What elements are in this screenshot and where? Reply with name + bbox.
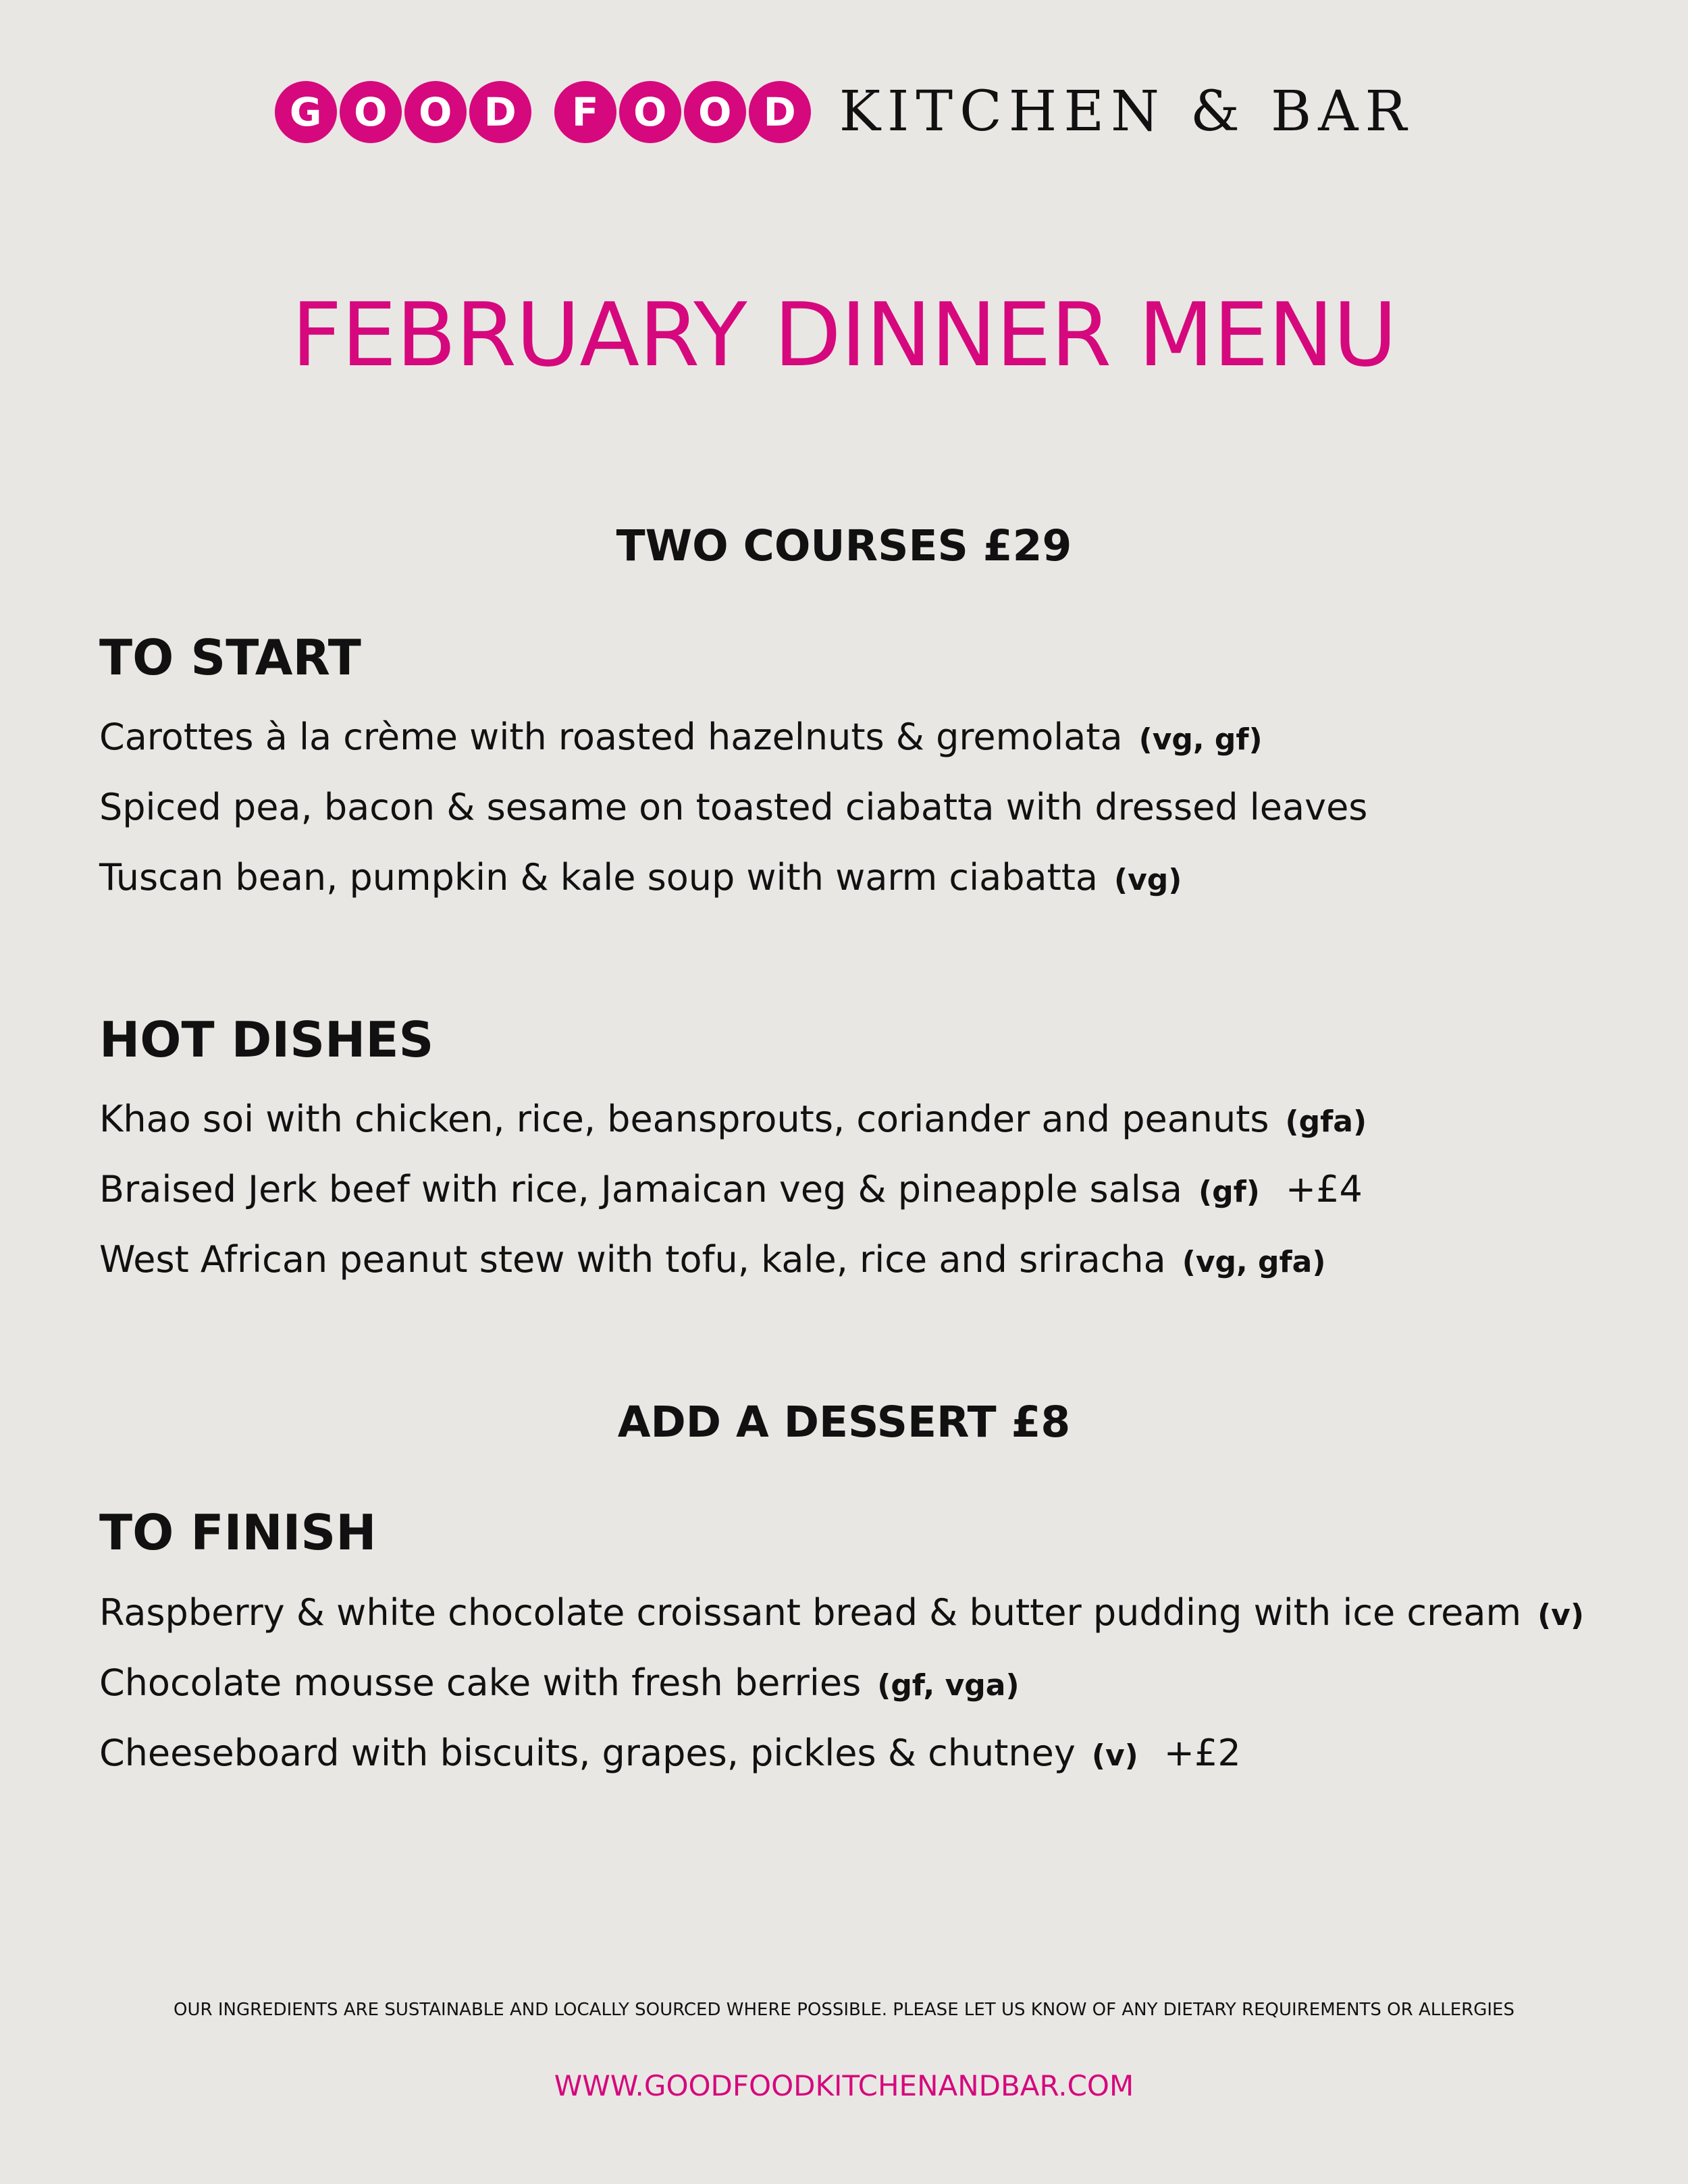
logo-disc: O xyxy=(684,81,746,143)
dietary-tag: (vg) xyxy=(1114,863,1182,897)
menu-item-name: Chocolate mousse cake with fresh berries xyxy=(99,1661,862,1704)
dietary-tag: (gf, vga) xyxy=(877,1668,1020,1703)
section-heading-hot: HOT DISHES xyxy=(99,1011,434,1068)
logo-disc: O xyxy=(619,81,681,143)
website-link[interactable]: WWW.GOODFOODKITCHENANDBAR.COM xyxy=(554,2069,1134,2102)
dietary-tag: (vg, gf) xyxy=(1138,722,1263,757)
logo-word-good xyxy=(275,81,534,143)
logo-subtitle: KITCHEN & BAR xyxy=(839,80,1414,144)
dessert-price: ADD A DESSERT £8 xyxy=(617,1397,1071,1447)
dietary-tag: (gfa) xyxy=(1285,1104,1367,1139)
page-title: FEBRUARY DINNER MENU xyxy=(291,284,1397,386)
logo-disc: O xyxy=(340,81,402,143)
menu-item xyxy=(99,1168,1363,1210)
section-heading-finish: TO FINISH xyxy=(99,1504,377,1561)
dietary-tag: (vg, gfa) xyxy=(1182,1245,1326,1279)
menu-item-name: Raspberry & white chocolate croissant bread & butter pudding with ice cream xyxy=(99,1591,1522,1634)
logo-disc: D xyxy=(469,81,531,143)
supplement-price: +£4 xyxy=(1285,1168,1363,1210)
logo-disc: G xyxy=(275,81,337,143)
logo-disc: F xyxy=(554,81,616,143)
logo-word-food xyxy=(554,81,814,143)
dietary-tag: (gf) xyxy=(1198,1175,1260,1209)
supplement-price: +£2 xyxy=(1163,1732,1241,1774)
sourcing-note: OUR INGREDIENTS ARE SUSTAINABLE AND LOCALLY SOURCED WHERE POSSIBLE. PLEASE LET US KNOW OF ANY DIETARY REQUIREMENTS OR ALLERGIES xyxy=(174,2000,1514,2020)
two-courses-price: TWO COURSES £29 xyxy=(616,521,1072,570)
menu-item-name: Cheeseboard with biscuits, grapes, pickles & chutney xyxy=(99,1732,1076,1774)
menu-item-name: Braised Jerk beef with rice, Jamaican veg & pineapple salsa xyxy=(99,1168,1182,1210)
menu-item xyxy=(99,1098,1367,1140)
logo-disc: D xyxy=(749,81,811,143)
menu-item-name: Carottes à la crème with roasted hazelnuts & gremolata xyxy=(99,716,1123,758)
menu-item xyxy=(99,1661,1020,1704)
menu-item xyxy=(99,1591,1584,1634)
menu-item xyxy=(99,716,1263,758)
menu-item-name: West African peanut stew with tofu, kale, rice and sriracha xyxy=(99,1238,1166,1281)
section-heading-start: TO START xyxy=(99,629,361,686)
menu-item-name: Tuscan bean, pumpkin & kale soup with warm ciabatta xyxy=(99,856,1099,899)
menu-item xyxy=(99,1732,1241,1774)
menu-item xyxy=(99,856,1182,899)
menu-item xyxy=(99,1238,1325,1281)
dietary-tag: (v) xyxy=(1091,1738,1138,1773)
menu-item-name: Khao soi with chicken, rice, beansprouts, coriander and peanuts xyxy=(99,1098,1269,1140)
logo-disc: O xyxy=(404,81,467,143)
brand-logo xyxy=(0,80,1688,144)
dietary-tag: (v) xyxy=(1537,1598,1584,1632)
menu-item-name: Spiced pea, bacon & sesame on toasted ciabatta with dressed leaves xyxy=(99,786,1368,828)
menu-item xyxy=(99,786,1367,828)
